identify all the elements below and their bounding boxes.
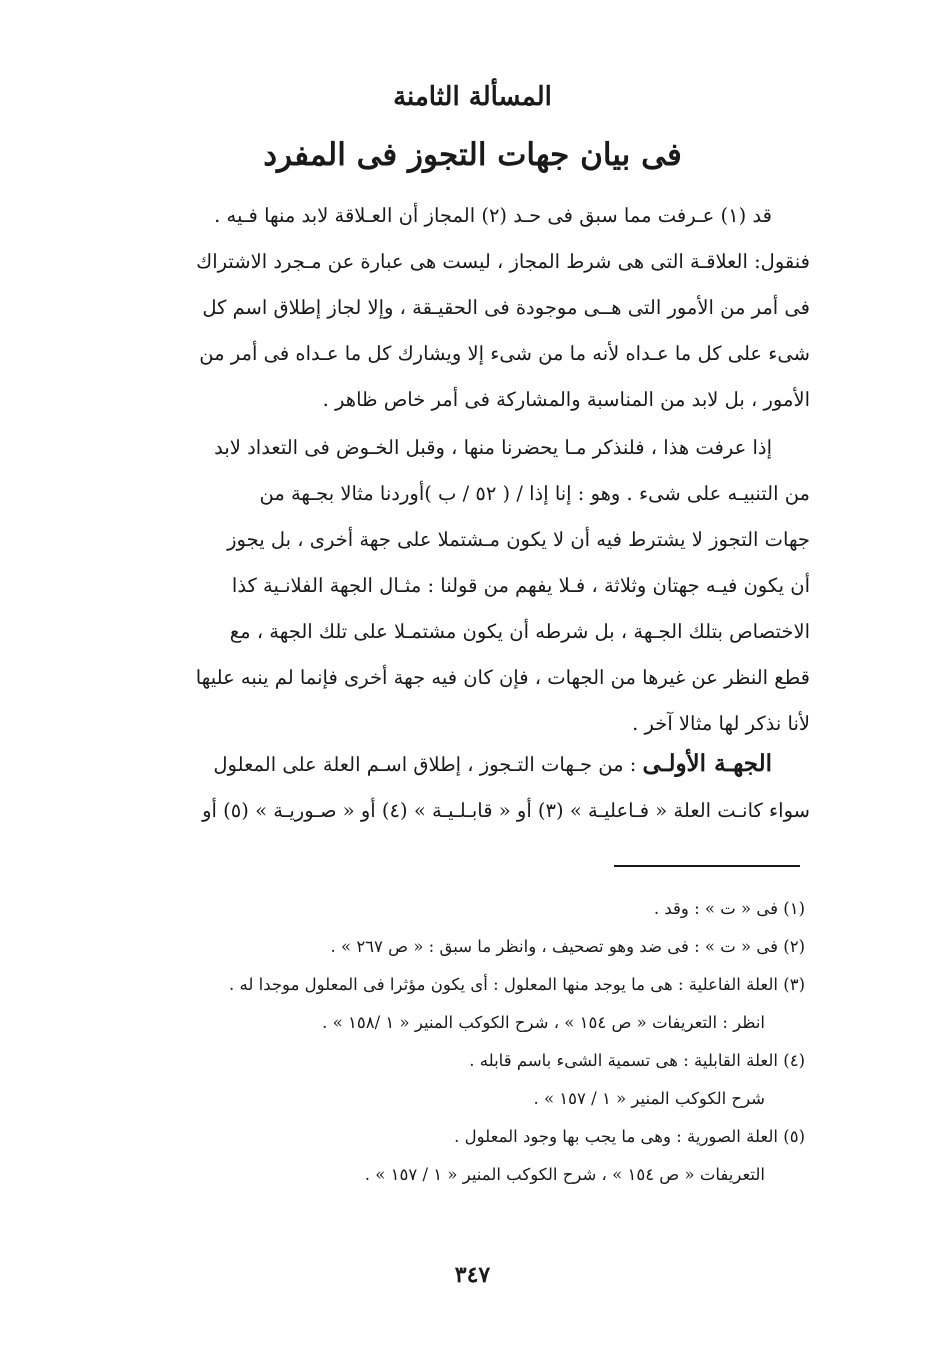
footnote-3: (٣) العلة الفاعلية : هى ما يوجد منها المعلول : أى يكون مؤثرا فى المعلول موجدا له . — [229, 975, 805, 994]
paragraph-line: جهات التجوز لا يشترط فيه أن لا يكون مـشتملا على جهة أخرى ، بل يجوز — [227, 528, 810, 551]
paragraph-line — [95, 741, 810, 788]
paragraph-2 — [95, 425, 810, 747]
paragraph-line: الأمور ، بل لابد من المناسبة والمشاركة فى أمر خاص ظاهر . — [322, 388, 810, 411]
footnotes — [95, 890, 805, 1194]
footnote-1: (١) فى « ت » : وقد . — [653, 899, 805, 918]
footnote-4: (٤) العلة القابلية : هى تسمية الشىء باسم قابله . — [469, 1051, 805, 1070]
paragraph-1 — [95, 193, 810, 423]
footnote-separator — [614, 865, 800, 867]
paragraph-line: قطع النظر عن غيرها من الجهات ، فإن كان فيه جهة أخرى فإنما لم ينبه عليها — [195, 666, 810, 689]
paragraph-line: فى أمر من الأمور التى هــى موجودة فى الحقيـقة ، وإلا لجاز إطلاق اسم كل — [202, 296, 810, 319]
paragraph-line: من التنبيـه على شىء . وهو : إنا إذا / ( ٥٢ / ب )أوردنا مثالا بجـهة من — [259, 482, 810, 505]
paragraph-text: : من جـهات التـجوز ، إطلاق اسـم العلة على المعلول — [213, 753, 643, 776]
page-subtitle: فى بيان جهات التجوز فى المفرد — [263, 137, 682, 173]
footnote-2: (٢) فى « ت » : فى ضد وهو تصحيف ، وانظر ما سبق : « ص ٢٦٧ » . — [330, 937, 805, 956]
footnote-5: (٥) العلة الصورية : وهى ما يجب بها وجود المعلول . — [454, 1127, 805, 1146]
paragraph-line: سواء كانـت العلة « فـاعليـة » (٣) أو « قابـلـيـة » (٤) أو « صـوريـة » (٥) أو — [202, 799, 810, 822]
paragraph-line: شىء على كل ما عـداه لأنه ما من شىء إلا ويشارك كل ما عـداه فى أمر من — [199, 342, 810, 365]
page-number: ٣٤٧ — [454, 1262, 491, 1288]
footnote-3-reference: انظر : التعريفات « ص ١٥٤ » ، شرح الكوكب المنير « ١ /١٥٨ » . — [322, 1013, 765, 1032]
paragraph-line: الاختصاص بتلك الجـهة ، بل شرطه أن يكون مشتمـلا على تلك الجهة ، مع — [229, 620, 810, 643]
footnote-5-reference: التعريفات « ص ١٥٤ » ، شرح الكوكب المنير « ١ / ١٥٧ » . — [364, 1165, 765, 1184]
footnote-4-reference: شرح الكوكب المنير « ١ / ١٥٧ » . — [533, 1089, 765, 1108]
paragraph-line: لأنا نذكر لها مثالا آخر . — [632, 712, 810, 735]
page-title: المسألة الثامنة — [393, 82, 552, 112]
paragraph-3 — [95, 741, 810, 834]
paragraph-line: أن يكون فيـه جهتان وثلاثة ، فـلا يفهم من قولنا : مثـال الجهة الفلانـية كذا — [231, 574, 810, 597]
paragraph-line: قد (١) عـرفت مما سبق فى حـد (٢) المجاز أن العـلاقة لابد منها فـيه . — [214, 204, 772, 227]
paragraph-line: فنقول: العلاقـة التى هى شرط المجاز ، ليست هى عبارة عن مـجرد الاشتراك — [196, 250, 810, 273]
paragraph-line: إذا عرفت هذا ، فلنذكر مـا يحضرنا منها ، وقبل الخـوض فى التعداد لابد — [214, 436, 772, 459]
section-heading-inline: الجهـة الأولـى — [642, 750, 772, 777]
